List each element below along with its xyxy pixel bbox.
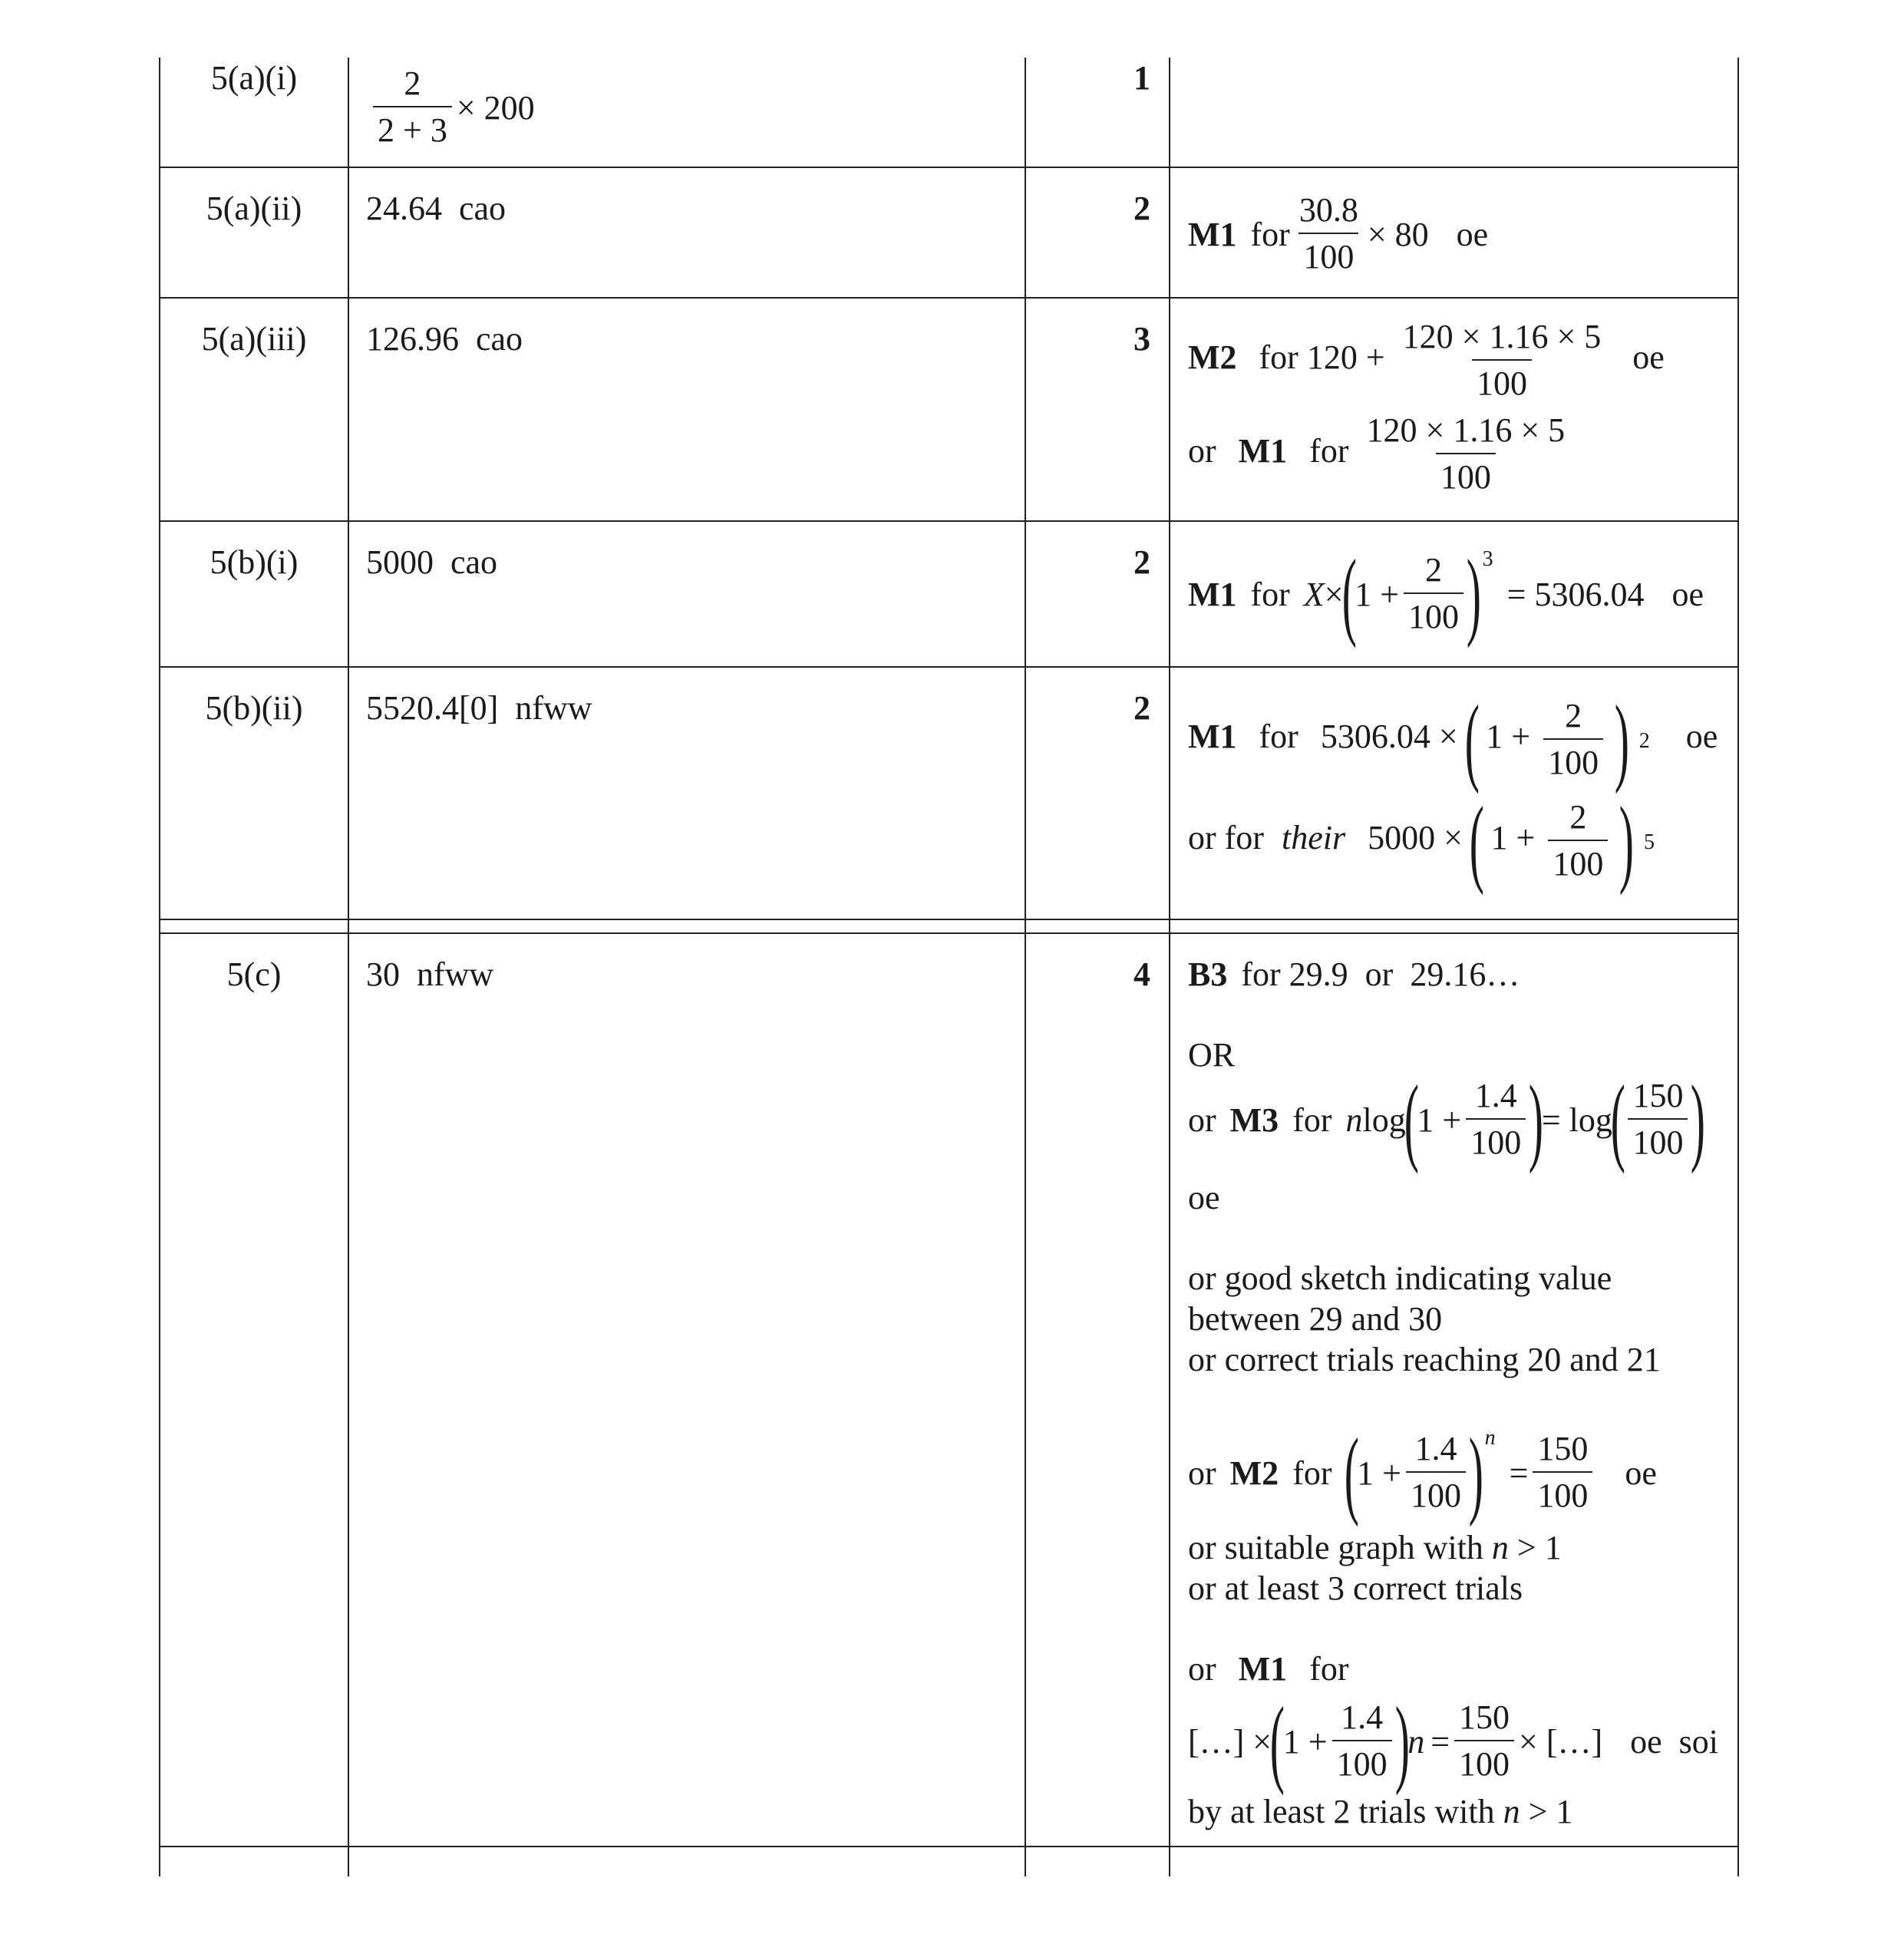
fraction	[1398, 315, 1606, 407]
oe-note: oe	[1625, 1454, 1657, 1492]
numerator: 150	[1537, 1430, 1589, 1467]
right-paren: )	[1614, 685, 1630, 794]
guidance-graph	[1188, 1527, 1562, 1568]
marks-value: 2	[1133, 543, 1150, 581]
variable: n	[1503, 1793, 1520, 1830]
oe-note: oe	[1632, 338, 1665, 377]
left-paren: (	[1469, 787, 1484, 896]
numerator: 150	[1632, 1077, 1684, 1114]
guidance-text: for 120 +	[1259, 338, 1385, 377]
guidance-m3	[1188, 1065, 1706, 1174]
guidance-emphasis: their	[1281, 819, 1346, 857]
guidance-text: or good sketch indicating value	[1188, 1259, 1612, 1297]
guidance-text: > 1	[1516, 1529, 1562, 1566]
one-plus: 1 +	[1357, 1454, 1401, 1492]
left-paren: (	[1344, 1418, 1359, 1527]
fraction	[1533, 1427, 1592, 1519]
equals-log: = log	[1541, 1101, 1612, 1139]
fraction	[1543, 694, 1603, 786]
row-divider	[159, 919, 1739, 920]
bracket-lead: […] ×	[1188, 1722, 1272, 1761]
column-divider-answer	[348, 58, 349, 1876]
mark-code: M2	[1229, 1454, 1279, 1492]
base-value: 5000 ×	[1368, 819, 1463, 857]
one-plus: 1 +	[1486, 718, 1531, 756]
guidance-tail: × 80	[1367, 215, 1429, 253]
row-divider	[159, 932, 1739, 934]
question-number: 5(a)(iii)	[201, 320, 307, 358]
left-paren: (	[1341, 540, 1357, 649]
denominator: 100	[1628, 1118, 1688, 1166]
right-paren: )	[1619, 787, 1635, 896]
variable: n	[1407, 1722, 1425, 1761]
numerator: 120 × 1.16 × 5	[1402, 318, 1602, 355]
denominator: 100	[1466, 1118, 1526, 1166]
one-plus: 1 +	[1282, 1722, 1328, 1761]
answer-expression	[368, 61, 535, 153]
row-divider	[159, 167, 1739, 168]
mark-code: B3	[1188, 955, 1228, 993]
guidance-text: for	[1250, 215, 1290, 253]
bracket-tail: × […]	[1519, 1722, 1603, 1761]
guidance-text: by at least 2 trials with	[1188, 1793, 1495, 1830]
numerator: 1.4	[1414, 1430, 1457, 1467]
fraction	[1332, 1695, 1392, 1787]
denominator: 100	[1436, 453, 1496, 500]
oe-note: oe soi	[1630, 1722, 1719, 1761]
guidance-b3	[1188, 954, 1520, 995]
oe-note: oe	[1671, 575, 1704, 613]
guidance-text: for	[1292, 1454, 1332, 1492]
guidance-text: for	[1250, 575, 1290, 613]
answer-text: 24.64 cao	[366, 190, 507, 227]
numerator: 30.8	[1298, 191, 1358, 229]
oe-note: oe	[1456, 215, 1489, 253]
equals-sign: =	[1430, 1722, 1450, 1761]
mark-code: M3	[1229, 1101, 1279, 1139]
denominator: 100	[1543, 738, 1603, 786]
left-paren: (	[1464, 685, 1480, 794]
oe-note: oe	[1685, 718, 1718, 756]
answer-text: 5000 cao	[366, 543, 498, 581]
guidance-text: between 29 and 30	[1188, 1300, 1443, 1338]
guidance-text: for	[1259, 718, 1298, 756]
mark-code: M1	[1188, 215, 1237, 253]
right-paren: )	[1468, 1418, 1483, 1527]
marks-value: 2	[1133, 689, 1150, 727]
question-number: 5(a)(i)	[210, 59, 298, 97]
denominator: 100	[1404, 592, 1463, 640]
exponent: 5	[1643, 830, 1655, 855]
answer-tail: × 200	[456, 88, 535, 127]
times-sign: ×	[1324, 575, 1344, 613]
fraction	[1404, 548, 1463, 640]
fraction	[1628, 1074, 1688, 1166]
guidance-text: for 29.9 or 29.16…	[1241, 955, 1520, 993]
question-number: 5(c)	[226, 955, 282, 993]
guidance-text: for	[1292, 1101, 1332, 1139]
denominator: 100	[1548, 840, 1608, 887]
guidance-text: for	[1309, 1650, 1349, 1688]
equals-value: = 5306.04	[1506, 575, 1645, 613]
guidance-text: or	[1188, 1650, 1216, 1688]
row-divider	[159, 297, 1739, 299]
guidance-text: or	[1188, 1101, 1216, 1139]
numerator: 2	[1565, 697, 1582, 734]
row-divider	[159, 520, 1739, 522]
log-fn: log	[1362, 1101, 1406, 1139]
mark-code: M1	[1188, 718, 1237, 756]
equals-sign: =	[1509, 1454, 1529, 1492]
base-value: 5306.04 ×	[1320, 718, 1458, 756]
answer-text: 30 nfww	[366, 955, 494, 993]
guidance-cell	[1188, 315, 1665, 500]
guidance-m1	[1188, 1649, 1349, 1689]
guidance-text: for	[1309, 432, 1349, 470]
numerator: 2	[1569, 798, 1587, 836]
guidance-text: or correct trials reaching 20 and 21	[1188, 1341, 1661, 1378]
fraction	[1295, 188, 1363, 280]
right-paren: )	[1691, 1065, 1706, 1174]
guidance-text: or suitable graph with	[1188, 1529, 1483, 1566]
numerator: 120 × 1.16 × 5	[1366, 411, 1566, 449]
denominator: 100	[1472, 359, 1532, 407]
guidance-or: OR	[1188, 1036, 1236, 1074]
oe-note: oe	[1188, 1179, 1220, 1216]
row-divider	[159, 666, 1739, 668]
mark-code: M2	[1188, 338, 1237, 377]
guidance-text: or	[1188, 432, 1216, 470]
denominator: 100	[1406, 1471, 1466, 1519]
one-plus: 1 +	[1490, 819, 1536, 857]
left-paren: (	[1404, 1065, 1419, 1174]
exponent: n	[1484, 1426, 1496, 1450]
question-number: 5(a)(ii)	[206, 190, 302, 227]
numerator: 1.4	[1474, 1077, 1517, 1114]
answer-cell	[368, 61, 535, 153]
marks-value: 1	[1133, 59, 1150, 97]
left-paren: (	[1269, 1687, 1285, 1796]
fraction	[1454, 1695, 1514, 1787]
row-divider	[159, 1846, 1739, 1847]
question-number: 5(b)(i)	[210, 543, 299, 581]
answer-text: 126.96 cao	[366, 320, 523, 358]
guidance-text: or for	[1188, 819, 1264, 857]
fraction	[1406, 1427, 1466, 1519]
guidance-cell	[1188, 540, 1704, 649]
mark-code: M1	[1238, 1650, 1288, 1688]
denominator: 100	[1454, 1740, 1514, 1787]
denominator: 2 + 3	[373, 106, 452, 153]
guidance-m2	[1188, 1418, 1657, 1527]
marks-value: 3	[1133, 320, 1150, 358]
fraction	[1466, 1074, 1526, 1166]
right-paren: )	[1394, 1687, 1410, 1796]
answer-text: 5520.4[0] nfww	[366, 689, 592, 727]
one-plus: 1 +	[1355, 575, 1400, 613]
numerator: 1.4	[1341, 1698, 1384, 1736]
exponent: 2	[1638, 729, 1650, 754]
question-number: 5(b)(ii)	[205, 689, 303, 727]
mark-code: M1	[1238, 432, 1288, 470]
mark-code: M1	[1188, 575, 1237, 613]
column-divider-guidance	[1169, 58, 1170, 1876]
right-paren: )	[1466, 540, 1481, 649]
guidance-final	[1188, 1791, 1572, 1832]
table-border-right	[1737, 58, 1739, 1876]
guidance-cell	[1188, 685, 1718, 896]
variable: n	[1345, 1101, 1363, 1139]
numerator: 2	[404, 64, 421, 102]
denominator: 100	[1533, 1471, 1592, 1519]
guidance-text: or	[1188, 1454, 1216, 1492]
variable: n	[1491, 1529, 1509, 1566]
numerator: 2	[1425, 551, 1443, 589]
one-plus: 1 +	[1417, 1101, 1462, 1139]
fraction	[373, 61, 452, 153]
guidance-text: > 1	[1528, 1793, 1573, 1830]
denominator: 100	[1298, 233, 1358, 280]
marks-value: 4	[1133, 955, 1150, 993]
right-paren: )	[1528, 1065, 1544, 1174]
guidance-m1-expression	[1188, 1687, 1719, 1796]
exponent: 3	[1482, 547, 1493, 571]
left-paren: (	[1610, 1065, 1625, 1174]
numerator: 150	[1459, 1698, 1510, 1736]
fraction	[1548, 795, 1608, 887]
denominator: 100	[1332, 1740, 1392, 1787]
fraction	[1362, 408, 1570, 500]
guidance-text: or at least 3 correct trials	[1188, 1569, 1523, 1607]
variable: X	[1303, 575, 1325, 613]
guidance-cell	[1188, 188, 1488, 280]
marks-value: 2	[1133, 190, 1150, 227]
